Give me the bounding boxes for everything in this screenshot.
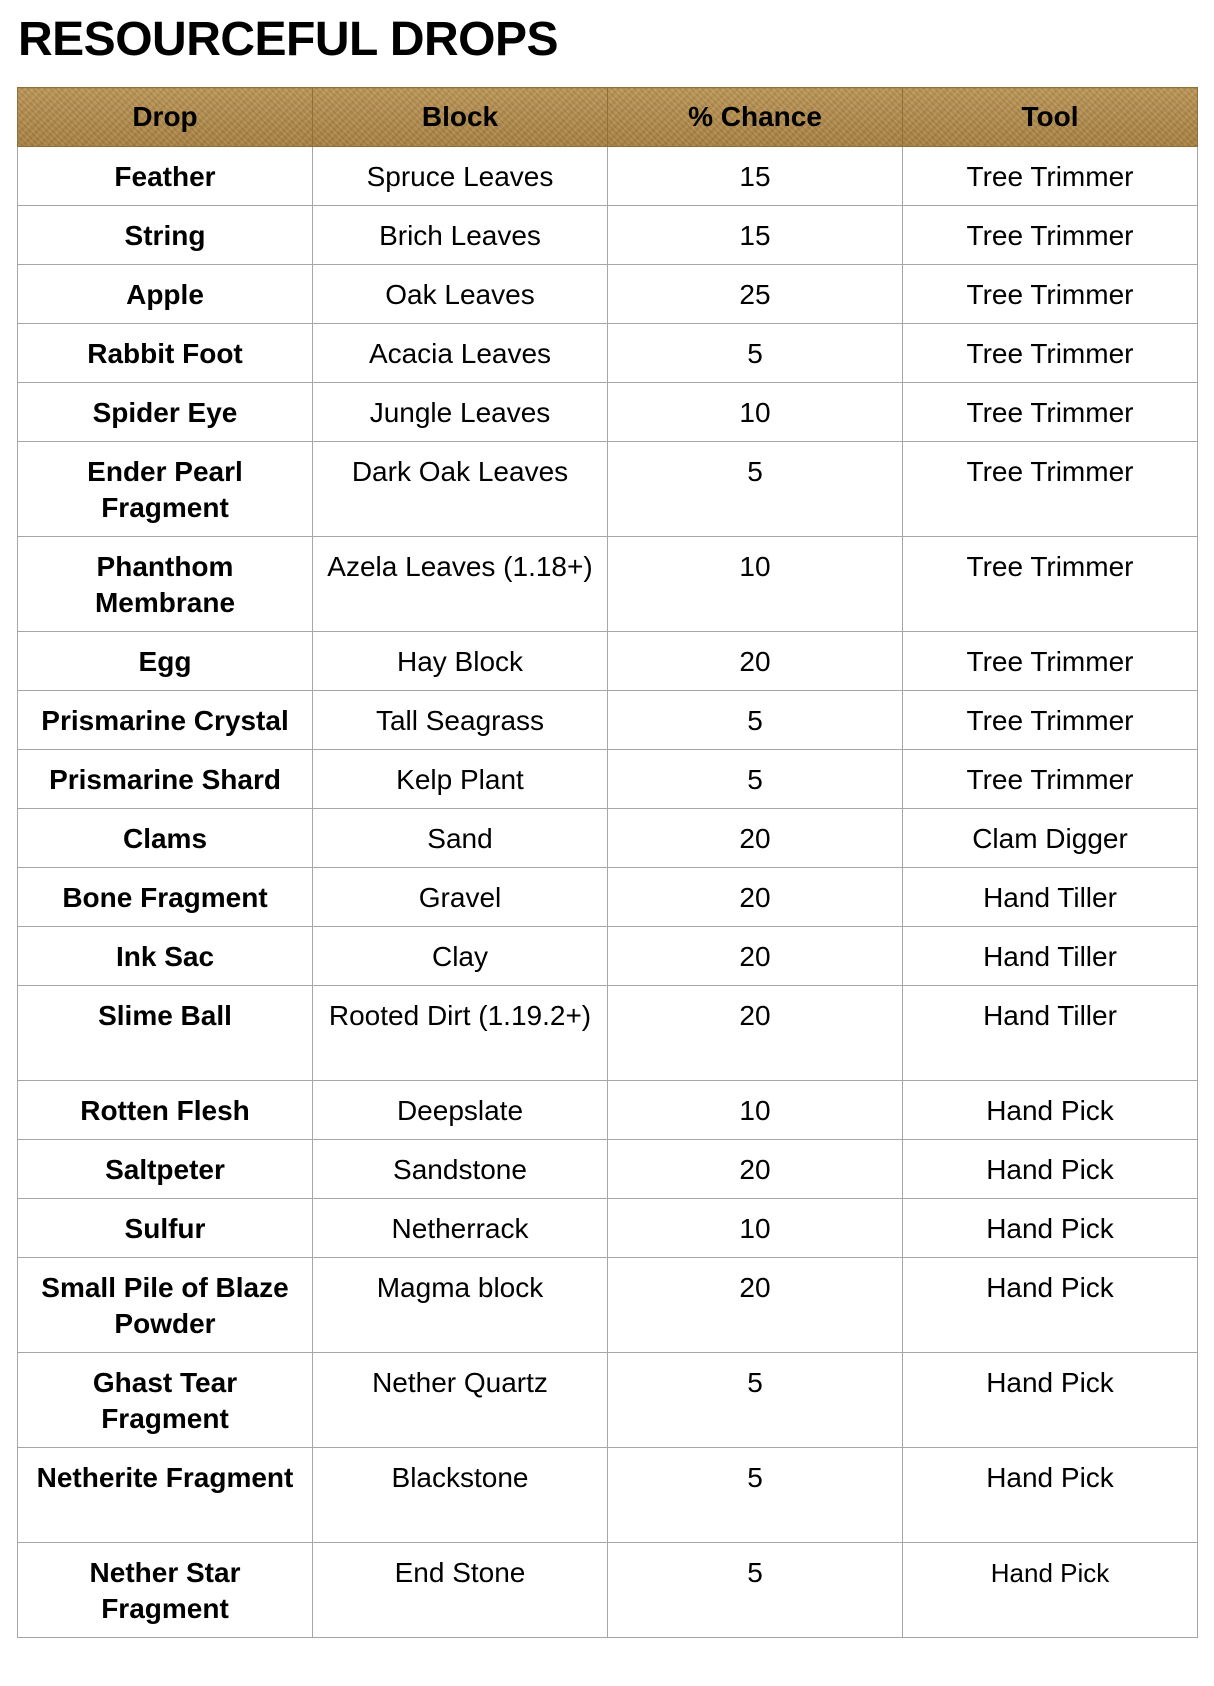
drop-cell: Slime Ball: [18, 986, 313, 1081]
chance-cell: 20: [608, 1258, 903, 1353]
tool-cell: Hand Pick: [903, 1199, 1198, 1258]
table-row: [18, 206, 1198, 265]
table-row: [18, 537, 1198, 632]
column-header-tool: Tool: [903, 88, 1198, 147]
chance-cell: 10: [608, 537, 903, 632]
table-row: [18, 147, 1198, 206]
tool-cell: Hand Tiller: [903, 986, 1198, 1081]
tool-cell: Hand Pick: [903, 1081, 1198, 1140]
drops-table: [17, 87, 1198, 1638]
tool-cell: Hand Tiller: [903, 868, 1198, 927]
block-cell: Deepslate: [313, 1081, 608, 1140]
column-header-block: Block: [313, 88, 608, 147]
tool-cell: Tree Trimmer: [903, 324, 1198, 383]
tool-cell: Hand Tiller: [903, 927, 1198, 986]
table-row: [18, 265, 1198, 324]
block-cell: Spruce Leaves: [313, 147, 608, 206]
block-cell: Clay: [313, 927, 608, 986]
block-cell: Kelp Plant: [313, 750, 608, 809]
table-row: [18, 383, 1198, 442]
block-cell: Blackstone: [313, 1448, 608, 1543]
block-cell: Azela Leaves (1.18+): [313, 537, 608, 632]
tool-cell: Tree Trimmer: [903, 383, 1198, 442]
block-cell: Sandstone: [313, 1140, 608, 1199]
table-row: [18, 1140, 1198, 1199]
chance-cell: 20: [608, 868, 903, 927]
tool-cell: Tree Trimmer: [903, 691, 1198, 750]
block-cell: Dark Oak Leaves: [313, 442, 608, 537]
table-row: [18, 1448, 1198, 1543]
page-title: RESOURCEFUL DROPS: [18, 13, 559, 66]
tool-cell: Tree Trimmer: [903, 206, 1198, 265]
table-row: [18, 1543, 1198, 1638]
table-row: [18, 927, 1198, 986]
tool-cell: Tree Trimmer: [903, 265, 1198, 324]
tool-cell: Tree Trimmer: [903, 750, 1198, 809]
chance-cell: 5: [608, 324, 903, 383]
tool-cell: Clam Digger: [903, 809, 1198, 868]
tool-cell: Tree Trimmer: [903, 537, 1198, 632]
drop-cell: Prismarine Crystal: [18, 691, 313, 750]
block-cell: Hay Block: [313, 632, 608, 691]
drop-cell: Nether Star Fragment: [18, 1543, 313, 1638]
chance-cell: 5: [608, 750, 903, 809]
tool-cell: Tree Trimmer: [903, 632, 1198, 691]
drop-cell: Ender Pearl Fragment: [18, 442, 313, 537]
column-header-drop: Drop: [18, 88, 313, 147]
chance-cell: 15: [608, 147, 903, 206]
chance-cell: 5: [608, 442, 903, 537]
tool-cell: Hand Pick: [903, 1353, 1198, 1448]
drop-cell: Feather: [18, 147, 313, 206]
drop-cell: Bone Fragment: [18, 868, 313, 927]
drop-cell: Sulfur: [18, 1199, 313, 1258]
block-cell: Netherrack: [313, 1199, 608, 1258]
chance-cell: 10: [608, 1081, 903, 1140]
chance-cell: 20: [608, 632, 903, 691]
block-cell: Oak Leaves: [313, 265, 608, 324]
drop-cell: Rabbit Foot: [18, 324, 313, 383]
chance-cell: 10: [608, 383, 903, 442]
table-body: [18, 147, 1198, 1638]
chance-cell: 25: [608, 265, 903, 324]
drop-cell: Phanthom Membrane: [18, 537, 313, 632]
table-row: [18, 809, 1198, 868]
drop-cell: Prismarine Shard: [18, 750, 313, 809]
drop-cell: Spider Eye: [18, 383, 313, 442]
block-cell: Tall Seagrass: [313, 691, 608, 750]
block-cell: Nether Quartz: [313, 1353, 608, 1448]
header-row: [18, 88, 1198, 147]
drop-cell: Egg: [18, 632, 313, 691]
table-row: [18, 750, 1198, 809]
chance-cell: 10: [608, 1199, 903, 1258]
drop-cell: Rotten Flesh: [18, 1081, 313, 1140]
tool-cell: Tree Trimmer: [903, 147, 1198, 206]
chance-cell: 5: [608, 1448, 903, 1543]
block-cell: Sand: [313, 809, 608, 868]
tool-cell: Hand Pick: [903, 1543, 1198, 1638]
table-row: [18, 1199, 1198, 1258]
drop-cell: Apple: [18, 265, 313, 324]
drop-cell: Netherite Fragment: [18, 1448, 313, 1543]
block-cell: Acacia Leaves: [313, 324, 608, 383]
tool-cell: Hand Pick: [903, 1448, 1198, 1543]
drop-cell: Clams: [18, 809, 313, 868]
block-cell: Magma block: [313, 1258, 608, 1353]
table-header: [18, 88, 1198, 147]
table-row: [18, 632, 1198, 691]
table-row: [18, 324, 1198, 383]
chance-cell: 20: [608, 1140, 903, 1199]
drop-cell: Ink Sac: [18, 927, 313, 986]
column-header-chance: % Chance: [608, 88, 903, 147]
table-row: [18, 1353, 1198, 1448]
chance-cell: 20: [608, 927, 903, 986]
table-row: [18, 442, 1198, 537]
chance-cell: 5: [608, 1353, 903, 1448]
table-row: [18, 986, 1198, 1081]
chance-cell: 20: [608, 809, 903, 868]
table-row: [18, 868, 1198, 927]
chance-cell: 20: [608, 986, 903, 1081]
table-row: [18, 1258, 1198, 1353]
table-row: [18, 1081, 1198, 1140]
table-row: [18, 691, 1198, 750]
block-cell: End Stone: [313, 1543, 608, 1638]
chance-cell: 15: [608, 206, 903, 265]
block-cell: Gravel: [313, 868, 608, 927]
block-cell: Jungle Leaves: [313, 383, 608, 442]
tool-cell: Hand Pick: [903, 1258, 1198, 1353]
block-cell: Brich Leaves: [313, 206, 608, 265]
drop-cell: Saltpeter: [18, 1140, 313, 1199]
drop-cell: Small Pile of Blaze Powder: [18, 1258, 313, 1353]
tool-cell: Tree Trimmer: [903, 442, 1198, 537]
chance-cell: 5: [608, 691, 903, 750]
drop-cell: Ghast Tear Fragment: [18, 1353, 313, 1448]
block-cell: Rooted Dirt (1.19.2+): [313, 986, 608, 1081]
chance-cell: 5: [608, 1543, 903, 1638]
drop-cell: String: [18, 206, 313, 265]
tool-cell: Hand Pick: [903, 1140, 1198, 1199]
